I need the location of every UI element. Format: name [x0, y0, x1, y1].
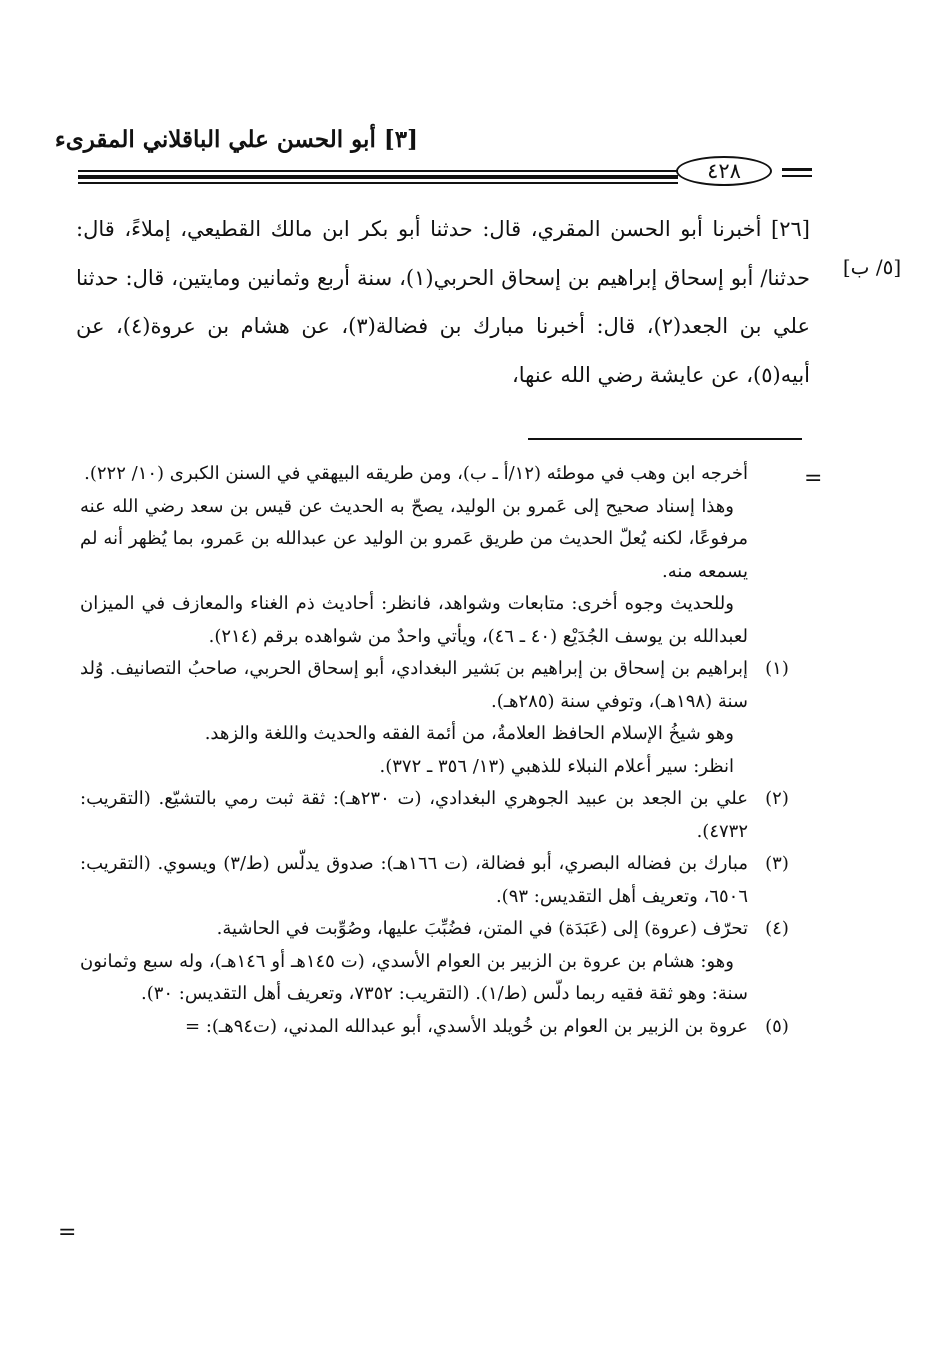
footnote-number: (٣) — [765, 853, 789, 874]
page-number: ٤٢٨ — [676, 156, 772, 186]
hadith-text: [٢٦] أخبرنا أبو الحسن المقري، قال: حدثنا أبو بكر ابن مالك القطيعي، إملاءً، قال: حدثنا/ أبو إسحاق إبراهيم بن إسحاق الحربي(١)، سنة أربع وثمانين ومايتين، قال: حدثنا علي بن الجعد(٢)، قال: أخبرنا مبارك بن فضالة(٣)، عن هشام بن عروة(٤)، عن أبيه(٥)، عن عايشة رضي الله عنها، — [76, 217, 810, 387]
footnote-paragraph: علي بن الجعد بن عبيد الجوهري البغدادي، (ت ٢٣٠هـ): ثقة ثبت رمي بالتشيّع. (التقريب: ٤٧٣٢). — [80, 788, 748, 842]
footnote-1 — [80, 653, 808, 783]
footnote-paragraph: أخرجه ابن وهب في موطئه (١٢/أ ـ ب)، ومن طريقه البيهقي في السنن الكبرى (١٠/ ٢٢٢). — [84, 463, 748, 484]
footnote-4 — [80, 913, 808, 1011]
header-rule-thin-lower — [78, 182, 678, 184]
main-text — [76, 205, 810, 399]
header-rule-thick — [78, 175, 678, 179]
footnote-paragraph: تحرّف (عروة) إلى (عَبَدَة) في المتن، فضُبِّبَ عليها، وصُوِّبت في الحاشية. — [216, 918, 748, 939]
footnote-number: (٢) — [765, 788, 789, 809]
footnote-continuation — [80, 458, 808, 653]
footnote-paragraph: وللحديث وجوه أخرى: متابعات وشواهد، فانظر: أحاديث ذم الغناء والمعازف في الميزان لعبدالله بن يوسف الجُدَيْع (٤٠ ـ ٤٦)، ويأتي واحدٌ من شواهده برقم (٢١٤). — [80, 593, 748, 647]
footnote-paragraph: انظر: سير أعلام النبلاء للذهبي (١٣/ ٣٥٦ ـ ٣٧٢). — [379, 755, 734, 777]
footnote-separator — [528, 438, 802, 440]
footnote-2 — [80, 783, 808, 848]
manuscript-folio-note: [٥/ ب] — [842, 255, 902, 279]
footnote-paragraph: عروة بن الزبير بن العوام بن خُويلد الأسدي، أبو عبدالله المدني، (ت٩٤هـ): = — [185, 1015, 748, 1037]
header-rule-thin — [78, 170, 678, 172]
footnote-paragraph: وهو: هشام بن عروة بن الزبير بن العوام الأسدي، (ت ١٤٥هـ أو ١٤٦هـ)، وله سبع وثمانون سنة: وهو ثقة فقيه ربما دلّس (ط/١). (التقريب: ٧٣٥٢، وتعريف أهل التقديس: ٣٠). — [80, 950, 748, 1004]
footnote-3 — [80, 848, 808, 913]
footnote-5 — [80, 1011, 808, 1044]
footnote-number: (٤) — [765, 918, 789, 939]
footnotes — [80, 458, 808, 1043]
page-number-dash — [782, 168, 812, 171]
running-header-title: [٣] أبو الحسن علي الباقلاني المقرىء — [54, 126, 418, 153]
footnote-number: (١) — [765, 658, 789, 679]
footnote-paragraph: وهو شيخُ الإسلام الحافظ العلامةُ، من أئمة الفقه والحديث واللغة والزهد. — [204, 723, 734, 744]
page-number-dash-lower — [782, 175, 812, 177]
footnote-number: (٥) — [765, 1015, 789, 1037]
continuation-mark: = — [58, 1220, 77, 1245]
footnote-paragraph: مبارك بن فضاله البصري، أبو فضالة، (ت ١٦٦هـ): صدوق يدلّس (ط/٣) ويسوي. (التقريب: ٦٥٠٦، وتعريف أهل التقديس: ٩٣). — [80, 853, 748, 907]
footnote-paragraph: وهذا إسناد صحيح إلى عَمرو بن الوليد، يصحّ به الحديث عن قيس بن سعد رضي الله عنه مرفوعًا، لكنه يُعلّ الحديث من طريق عَمرو بن الوليد عن عبدالله بن عَمرو، بما يُظهر أنه لم يسمعه منه. — [80, 495, 748, 582]
continuation-mark: = — [804, 466, 823, 491]
footnote-paragraph: إبراهيم بن إسحاق بن إبراهيم بن بَشير البغدادي، أبو إسحاق الحربي، صاحبُ التصانيف. وُلد سنة (١٩٨هـ)، وتوفي سنة (٢٨٥هـ). — [80, 658, 748, 712]
